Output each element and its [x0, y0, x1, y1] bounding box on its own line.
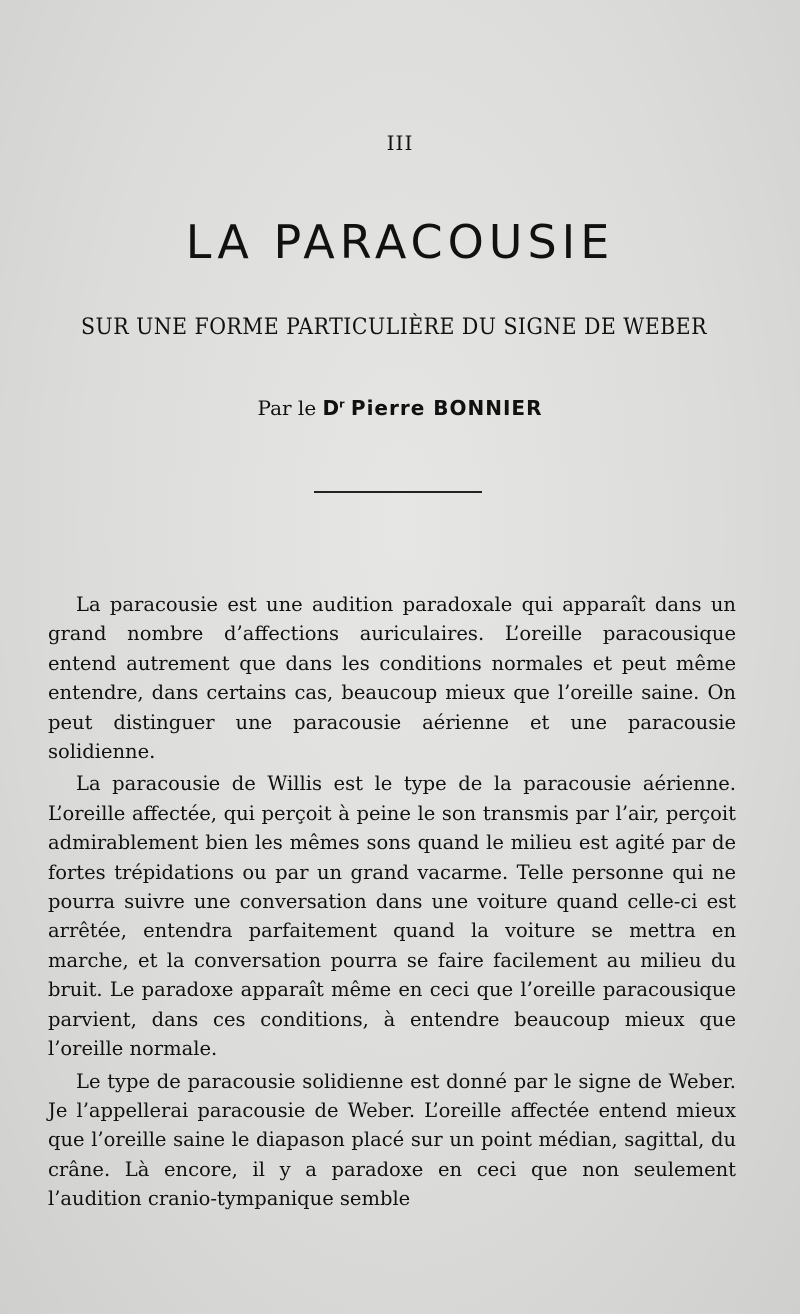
chapter-number: III	[386, 131, 414, 155]
separator-rule	[314, 491, 482, 493]
byline-prefix: Par le	[257, 396, 317, 420]
paragraph: La paracousie de Willis est le type de la paracousie aérienne. L’oreille affectée, qui perçoit à peine le son transmis par l’air, perçoit admirablement bien les mêmes sons quand le milieu est agité par de fortes trépidations ou par un grand vacarme. Telle personne qui ne pourra suivre une conversation dans une voiture quand celle-ci est arrêtée, entendra parfaitement quand la voiture se mettra en marche, et la conversation pourra se faire facilement au milieu du bruit. Le paradoxe apparaît même en ceci que l’oreille paracousique parvient, dans ces conditions, à entendre beaucoup mieux que l’oreille normale.	[48, 772, 736, 1061]
paragraph: Le type de paracousie solidienne est donné par le signe de Weber. Je l’appellerai paracousie de Weber. L’oreille affectée entend mieux que l’oreille saine le diapason placé sur un point médian, sagittal, du crâne. Là encore, il y a paradoxe en ceci que non seulement l’audition cranio-tympanique semble	[48, 1069, 736, 1211]
author-name: Pierre BONNIER	[350, 396, 543, 420]
byline-title-letter: D	[322, 396, 340, 420]
byline-title	[323, 396, 345, 420]
body-text	[48, 590, 736, 1214]
byline-title-sup: r	[339, 397, 345, 411]
paragraph: La paracousie est une audition paradoxale qui apparaît dans un grand nombre d’affections auriculaires. L’oreille paracousique entend autrement que dans les conditions normales et peut même entendre, dans certains cas, beaucoup mieux que l’oreille saine. On peut distinguer une paracousie aérienne et une paracousie solidienne.	[48, 593, 736, 764]
author-byline	[0, 396, 800, 420]
chapter-subtitle: SUR UNE FORME PARTICULIÈRE DU SIGNE DE WEBER	[81, 315, 707, 340]
chapter-title: LA PARACOUSIE	[185, 215, 615, 269]
